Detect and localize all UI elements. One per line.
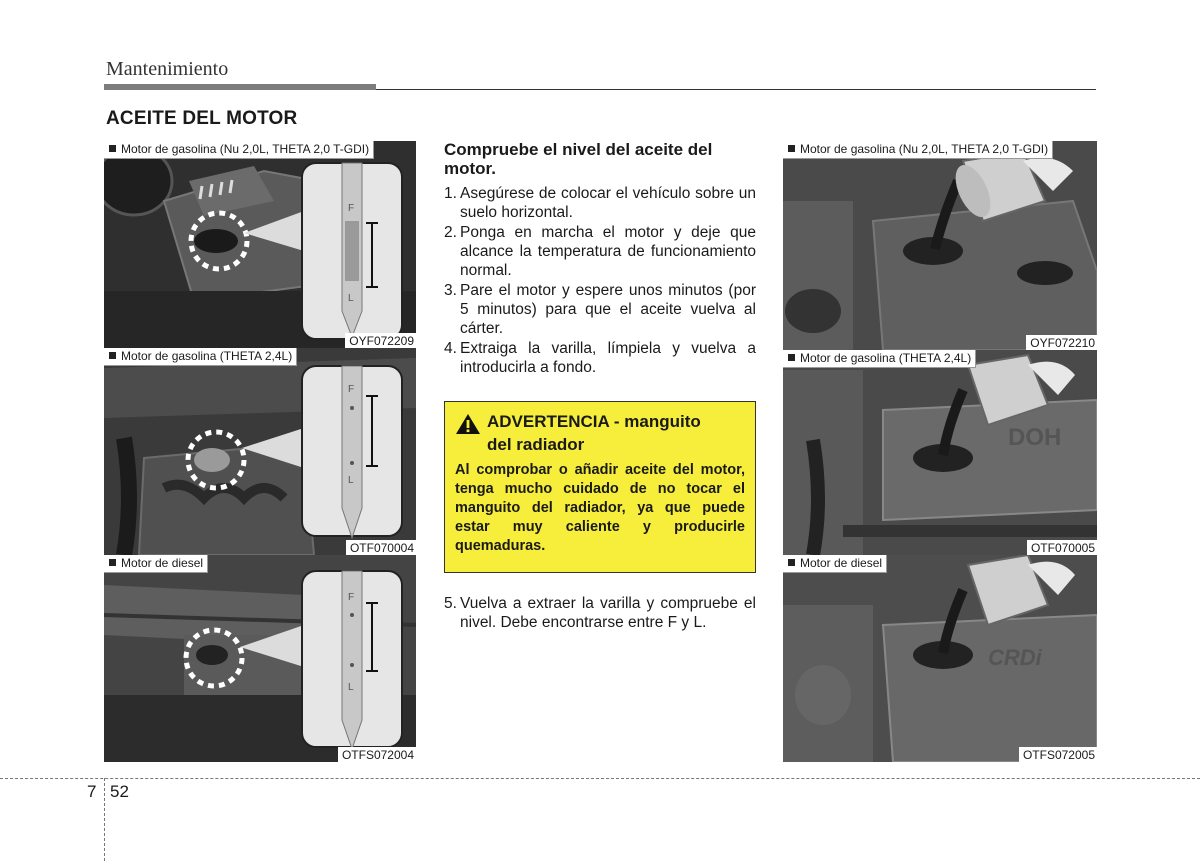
photo-caption: Motor de gasolina (THETA 2,4L) xyxy=(783,350,976,368)
engine-lettering-doh: DOH xyxy=(1008,424,1062,451)
main-heading: ACEITE DEL MOTOR xyxy=(106,108,298,129)
warning-body: Al comprobar o añadir aceite del motor, tenga mucho cuidado de no tocar el manguito del radiador, ya que puede estar muy caliente y producirle quemaduras. xyxy=(455,462,745,554)
dipstick-photo-2 xyxy=(104,348,416,555)
footer-divider xyxy=(0,778,1200,779)
engine-illustration xyxy=(104,555,416,762)
dipstick-photo-3 xyxy=(104,555,416,762)
bullet-square-icon xyxy=(109,352,116,359)
photo-code: OTFS072004 xyxy=(338,747,416,762)
photo-caption: Motor de gasolina (Nu 2,0L, THETA 2,0 T-GDI) xyxy=(104,141,374,159)
photo-code: OYF072209 xyxy=(345,333,416,348)
dipstick-photo-1 xyxy=(104,141,416,348)
dipstick-mark-low: L xyxy=(348,475,354,486)
photo-code: OTF070005 xyxy=(1027,540,1097,555)
photo-caption: Motor de diesel xyxy=(783,555,887,573)
step-5 xyxy=(444,594,756,633)
dipstick-mark-full: F xyxy=(348,592,355,603)
instructions-heading: Compruebe el nivel del aceite del motor. xyxy=(444,140,713,178)
header-rule-thick xyxy=(104,84,376,90)
photo-caption: Motor de gasolina (THETA 2,4L) xyxy=(104,348,297,366)
dipstick-mark-full: F xyxy=(348,203,355,214)
header-rule-thin xyxy=(376,89,1096,90)
photo-caption: Motor de diesel xyxy=(104,555,208,573)
instructions xyxy=(444,140,756,378)
list-item: 5. Vuelva a extraer la varilla y compruebe el nivel. Debe encontrarse entre F y L. xyxy=(444,595,756,631)
dipstick-mark-low: L xyxy=(348,682,354,693)
dipstick-mark-low: L xyxy=(348,293,354,304)
photo-code: OYF072210 xyxy=(1026,335,1097,350)
warning-title: ADVERTENCIA - manguito del radiador xyxy=(455,412,745,455)
list-item: 4. Extraiga la varilla, límpiela y vuelva a introducirla a fondo. xyxy=(444,340,756,376)
bullet-square-icon xyxy=(109,559,116,566)
section-title: Mantenimiento xyxy=(106,58,229,80)
engine-illustration xyxy=(104,348,416,555)
list-item: 2. Ponga en marcha el motor y deje que alcance la temperatura de funcionamiento normal. xyxy=(444,224,756,279)
dipstick-mark-full: F xyxy=(348,384,355,395)
bullet-square-icon xyxy=(788,354,795,361)
bullet-square-icon xyxy=(788,145,795,152)
oil-fill-photo-3 xyxy=(783,555,1097,762)
photo-code: OTF070004 xyxy=(346,540,416,555)
engine-lettering-crdi: CRDi xyxy=(988,645,1042,670)
warning-box xyxy=(444,401,756,573)
oil-fill-photo-2 xyxy=(783,350,1097,555)
bullet-square-icon xyxy=(109,145,116,152)
list-item: 3. Pare el motor y espere unos minutos (por 5 minutos) para que el aceite vuelva al cárter. xyxy=(444,282,756,337)
warning-triangle-icon xyxy=(455,413,481,435)
steps-list xyxy=(444,184,756,377)
engine-illustration xyxy=(783,555,1097,762)
chapter-number: 7 xyxy=(87,782,97,801)
oil-fill-photo-1 xyxy=(783,141,1097,350)
page-number: 52 xyxy=(110,782,129,801)
list-item: 1. Asegúrese de colocar el vehículo sobre un suelo horizontal. xyxy=(444,185,756,221)
engine-illustration xyxy=(783,141,1097,350)
engine-illustration xyxy=(104,141,416,348)
photo-code: OTFS072005 xyxy=(1019,747,1097,762)
bullet-square-icon xyxy=(788,559,795,566)
footer-vertical-divider xyxy=(104,778,105,861)
engine-illustration xyxy=(783,350,1097,555)
photo-caption: Motor de gasolina (Nu 2,0L, THETA 2,0 T-GDI) xyxy=(783,141,1053,159)
